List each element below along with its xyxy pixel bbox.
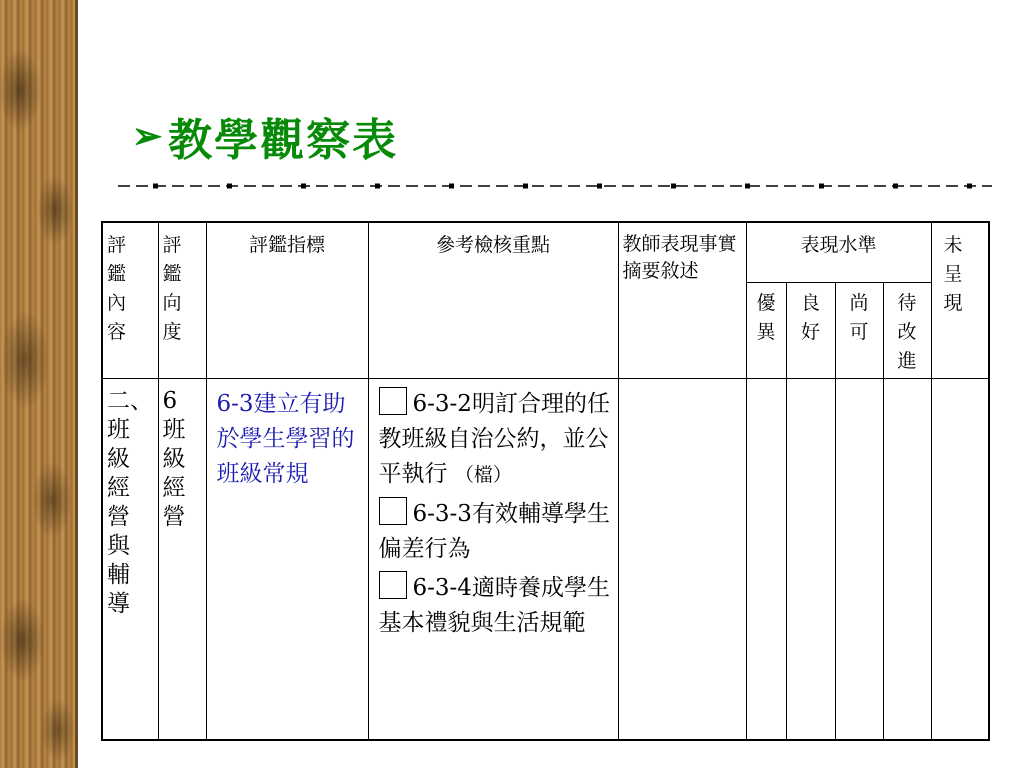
divider-dot (597, 184, 602, 189)
checkbox[interactable] (379, 571, 407, 599)
dotted-divider (118, 183, 992, 189)
header-indicator: 評鑑指標 (206, 222, 368, 378)
row-content: 二、班級經營與輔導 (102, 378, 158, 740)
divider-dot (375, 184, 380, 189)
observation-table (101, 221, 990, 741)
checkbox[interactable] (379, 497, 407, 525)
divider-dot (153, 184, 158, 189)
check-item: 6-3-3有效輔導學生偏差行為 (379, 497, 614, 567)
row-dimension: 6班級經營 (158, 378, 206, 740)
check-item: 6-3-2明訂合理的任教班級自治公約，並公平執行 （檔） (379, 387, 614, 493)
divider-dot (449, 184, 454, 189)
header-dimension: 評鑑向度 (158, 222, 206, 378)
header-reference: 參考檢核重點 (368, 222, 618, 378)
header-summary: 教師表現事實摘要敘述 (618, 222, 746, 378)
cell-improve[interactable] (883, 378, 931, 740)
divider-dot (523, 184, 528, 189)
arrow-bullet-icon: ➢ (132, 115, 165, 157)
divider-dot (967, 184, 972, 189)
divider-dot (671, 184, 676, 189)
divider-dot (745, 184, 750, 189)
divider-dot (893, 184, 898, 189)
cell-not-shown[interactable] (931, 378, 989, 740)
divider-dot (819, 184, 824, 189)
divider-dot (301, 184, 306, 189)
row-indicator: 6-3建立有助於學生學習的班級常規 (206, 378, 368, 740)
header-content: 評鑑內容 (102, 222, 158, 378)
cell-summary[interactable] (618, 378, 746, 740)
cell-good[interactable] (786, 378, 835, 740)
cell-fair[interactable] (835, 378, 883, 740)
level-fair: 尚可 (835, 282, 883, 378)
divider-dot (227, 184, 232, 189)
level-good: 良好 (786, 282, 835, 378)
row-checklist (368, 378, 618, 740)
level-improve: 待改進 (883, 282, 931, 378)
title-text: 教學觀察表 (168, 115, 399, 166)
header-not-shown: 未呈現 (931, 222, 989, 378)
decorative-side-border (0, 0, 78, 768)
cell-excellent[interactable] (746, 378, 786, 740)
checkbox[interactable] (379, 387, 407, 415)
page-title (132, 106, 398, 166)
header-level: 表現水準 (746, 222, 931, 282)
level-excellent: 優異 (746, 282, 786, 378)
check-item: 6-3-4適時養成學生基本禮貌與生活規範 (379, 571, 614, 641)
